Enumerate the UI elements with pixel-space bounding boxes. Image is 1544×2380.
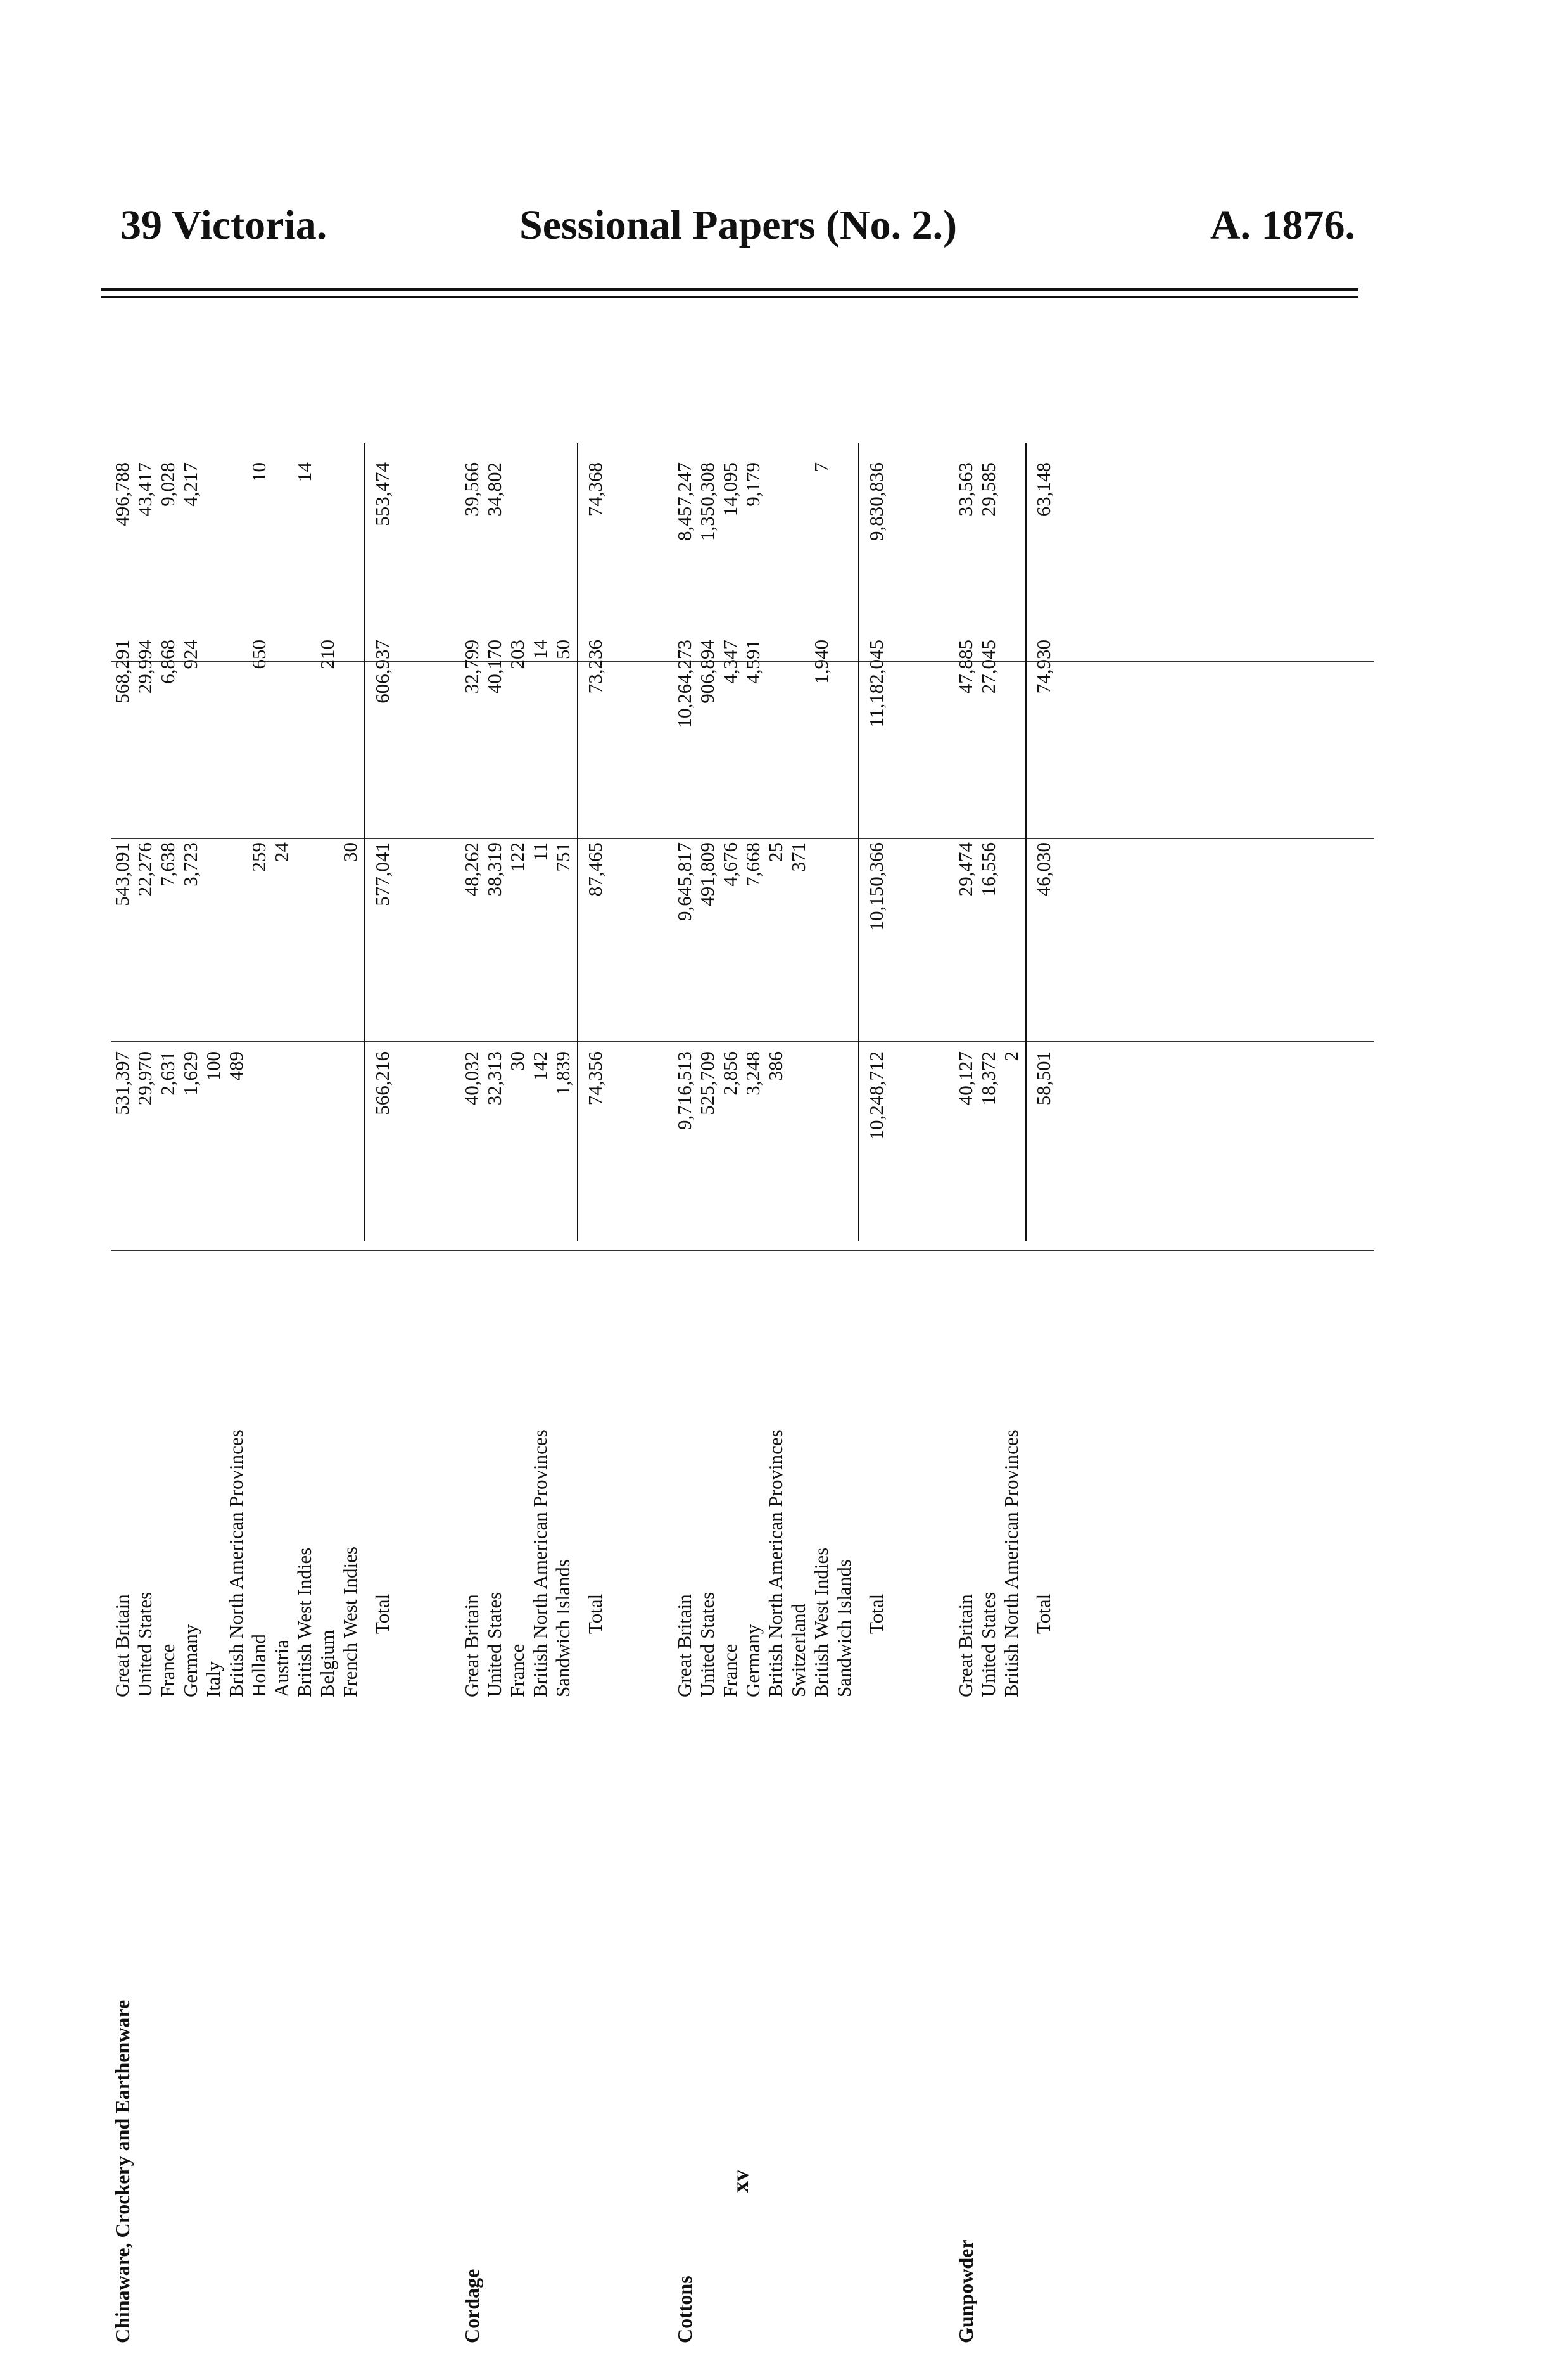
- value-cell: 40,127: [954, 1051, 977, 1106]
- country-label: France: [506, 1643, 528, 1697]
- total-row: [1023, 443, 1065, 2343]
- value-cell: 100: [202, 1051, 224, 1081]
- value-cell: 1,350,308: [696, 462, 718, 541]
- value-cell: 9,028: [156, 462, 179, 507]
- total-value: 87,465: [584, 842, 606, 897]
- value-cell: 531,397: [111, 1051, 133, 1115]
- value-cell: 40,032: [460, 1051, 483, 1106]
- value-cell: 32,799: [460, 640, 483, 694]
- total-value: 46,030: [1032, 842, 1054, 897]
- country-label: British North American Provinces: [225, 1429, 247, 1697]
- value-cell: 32,313: [483, 1051, 505, 1106]
- table-row: [833, 443, 856, 2343]
- table-row: [316, 443, 339, 2343]
- table-row: [552, 443, 574, 2343]
- value-cell: 568,291: [111, 640, 133, 704]
- country-label: United States: [483, 1592, 505, 1697]
- value-cell: 29,474: [954, 842, 977, 897]
- value-cell: 489: [225, 1051, 247, 1081]
- header-year: A. 1876.: [1210, 202, 1355, 248]
- table-row: [673, 443, 696, 2343]
- table-row: [977, 443, 1000, 2343]
- country-label: Sandwich Islands: [552, 1559, 574, 1697]
- value-cell: 4,217: [179, 462, 201, 507]
- value-cell: 29,585: [977, 462, 999, 517]
- header-title: Sessional Papers (No. 2.): [519, 202, 958, 248]
- value-cell: 3,723: [179, 842, 201, 887]
- value-cell: 43,417: [134, 462, 156, 517]
- value-cell: 16,556: [977, 842, 999, 897]
- value-cell: 543,091: [111, 842, 133, 906]
- value-cell: 30: [506, 1051, 528, 1071]
- value-cell: 1,629: [179, 1051, 201, 1096]
- table-row: [742, 443, 764, 2343]
- total-row: [574, 443, 616, 2343]
- value-cell: 259: [248, 842, 270, 872]
- table-body: [111, 443, 1122, 2343]
- total-value: 73,236: [584, 640, 606, 694]
- value-cell: 496,788: [111, 462, 133, 526]
- total-label: Total: [1032, 1593, 1054, 1634]
- table-row: [270, 443, 293, 2343]
- header-rule-thick: [101, 288, 1358, 291]
- value-cell: 11: [529, 842, 551, 861]
- value-cell: 27,045: [977, 640, 999, 694]
- value-cell: 9,179: [742, 462, 764, 507]
- country-label: Italy: [202, 1661, 224, 1697]
- country-label: France: [156, 1643, 179, 1697]
- table-group: [673, 443, 897, 2343]
- value-cell: 4,676: [719, 842, 741, 887]
- value-cell: 47,885: [954, 640, 977, 694]
- value-cell: 48,262: [460, 842, 483, 897]
- table-row: [179, 443, 202, 2343]
- value-cell: 210: [316, 640, 338, 669]
- total-value: 10,150,366: [865, 842, 887, 931]
- total-row: [362, 443, 403, 2343]
- country-label: United States: [134, 1592, 156, 1697]
- value-cell: 4,591: [742, 640, 764, 684]
- country-label: British North American Provinces: [764, 1429, 787, 1697]
- country-label: Holland: [248, 1634, 270, 1697]
- table-row: [696, 443, 719, 2343]
- page-header: [120, 201, 1355, 265]
- table-row: [202, 443, 225, 2343]
- value-cell: 39,566: [460, 462, 483, 517]
- table-row: [156, 443, 179, 2343]
- country-label: British North American Provinces: [1000, 1429, 1022, 1697]
- value-cell: 14: [529, 640, 551, 659]
- value-cell: 906,894: [696, 640, 718, 704]
- value-cell: 142: [529, 1051, 551, 1081]
- table-row: [1000, 443, 1023, 2343]
- country-label: British North American Provinces: [529, 1429, 551, 1697]
- article-label: Cottons: [673, 2276, 696, 2343]
- header-session: 39 Victoria.: [120, 202, 327, 248]
- total-label: Total: [371, 1593, 393, 1634]
- value-cell: 2,631: [156, 1051, 179, 1096]
- value-cell: 10,264,273: [673, 640, 695, 728]
- value-cell: 751: [552, 842, 574, 872]
- country-label: France: [719, 1643, 741, 1697]
- value-cell: 4,347: [719, 640, 741, 684]
- value-cell: 34,802: [483, 462, 505, 517]
- value-cell: 33,563: [954, 462, 977, 517]
- country-label: Germany: [179, 1624, 201, 1697]
- country-label: British West Indies: [293, 1547, 315, 1697]
- article-label: Gunpowder: [954, 2239, 977, 2343]
- value-cell: 525,709: [696, 1051, 718, 1115]
- page-number: xv: [728, 2170, 753, 2193]
- table-row: [293, 443, 316, 2343]
- table-row: [111, 443, 134, 2343]
- total-row: [856, 443, 897, 2343]
- table-group: [460, 443, 616, 2343]
- country-label: Belgium: [316, 1630, 338, 1697]
- value-cell: 924: [179, 640, 201, 669]
- value-cell: 371: [787, 842, 809, 872]
- total-value: 11,182,045: [865, 640, 887, 728]
- value-cell: 38,319: [483, 842, 505, 897]
- header-rule-thin: [101, 296, 1358, 298]
- value-cell: 29,994: [134, 640, 156, 694]
- value-cell: 203: [506, 640, 528, 669]
- table-row: [506, 443, 529, 2343]
- table-row: [134, 443, 156, 2343]
- table-row: [719, 443, 742, 2343]
- table-row: [460, 443, 483, 2343]
- country-label: Sandwich Islands: [833, 1559, 855, 1697]
- value-cell: 50: [552, 640, 574, 659]
- article-label: Cordage: [460, 2269, 483, 2343]
- country-label: United States: [696, 1592, 718, 1697]
- country-label: Germany: [742, 1624, 764, 1697]
- value-cell: 7,638: [156, 842, 179, 887]
- total-value: 9,830,836: [865, 462, 887, 541]
- country-label: Great Britain: [673, 1594, 695, 1697]
- value-cell: 9,716,513: [673, 1051, 695, 1130]
- table-group: [954, 443, 1065, 2343]
- value-cell: 1,940: [810, 640, 832, 684]
- table-row: [529, 443, 552, 2343]
- value-cell: 491,809: [696, 842, 718, 906]
- table-row: [810, 443, 833, 2343]
- value-cell: 8,457,247: [673, 462, 695, 541]
- value-cell: 650: [248, 640, 270, 669]
- value-cell: 1,839: [552, 1051, 574, 1096]
- value-cell: 7: [810, 462, 832, 472]
- value-cell: 25: [764, 842, 787, 862]
- value-cell: 2,856: [719, 1051, 741, 1096]
- total-value: 10,248,712: [865, 1051, 887, 1140]
- value-cell: 30: [339, 842, 361, 862]
- total-value: 606,937: [371, 640, 393, 704]
- value-cell: 6,868: [156, 640, 179, 684]
- value-cell: 3,248: [742, 1051, 764, 1096]
- statistics-table: [111, 443, 1374, 2343]
- table-row: [954, 443, 977, 2343]
- total-value: 63,148: [1032, 462, 1054, 517]
- table-row: [339, 443, 362, 2343]
- table-row: [483, 443, 506, 2343]
- country-label: Great Britain: [460, 1594, 483, 1697]
- value-cell: 122: [506, 842, 528, 872]
- country-label: United States: [977, 1592, 999, 1697]
- total-value: 74,930: [1032, 640, 1054, 694]
- value-cell: 9,645,817: [673, 842, 695, 921]
- value-cell: 18,372: [977, 1051, 999, 1106]
- table-row: [787, 443, 810, 2343]
- total-value: 74,368: [584, 462, 606, 517]
- value-cell: 14,095: [719, 462, 741, 517]
- table-row: [225, 443, 248, 2343]
- country-label: French West Indies: [339, 1547, 361, 1697]
- country-label: Great Britain: [111, 1594, 133, 1697]
- total-label: Total: [584, 1593, 606, 1634]
- country-label: Switzerland: [787, 1603, 809, 1697]
- total-value: 553,474: [371, 462, 393, 526]
- table-group: [111, 443, 403, 2343]
- value-cell: 14: [293, 462, 315, 482]
- country-label: British West Indies: [810, 1547, 832, 1697]
- table-row: [764, 443, 787, 2343]
- value-cell: 10: [248, 462, 270, 482]
- total-value: 74,356: [584, 1051, 606, 1106]
- value-cell: 386: [764, 1051, 787, 1081]
- total-label: Total: [865, 1593, 887, 1634]
- table-row: [248, 443, 270, 2343]
- value-cell: 24: [270, 842, 293, 862]
- total-value: 566,216: [371, 1051, 393, 1115]
- article-label: Chinaware, Crockery and Earthenware: [111, 1999, 134, 2343]
- country-label: Austria: [270, 1639, 293, 1697]
- total-value: 577,041: [371, 842, 393, 906]
- value-cell: 40,170: [483, 640, 505, 694]
- value-cell: 2: [1000, 1051, 1022, 1061]
- country-label: Great Britain: [954, 1594, 977, 1697]
- value-cell: 7,668: [742, 842, 764, 887]
- value-cell: 29,970: [134, 1051, 156, 1106]
- total-value: 58,501: [1032, 1051, 1054, 1106]
- value-cell: 22,276: [134, 842, 156, 897]
